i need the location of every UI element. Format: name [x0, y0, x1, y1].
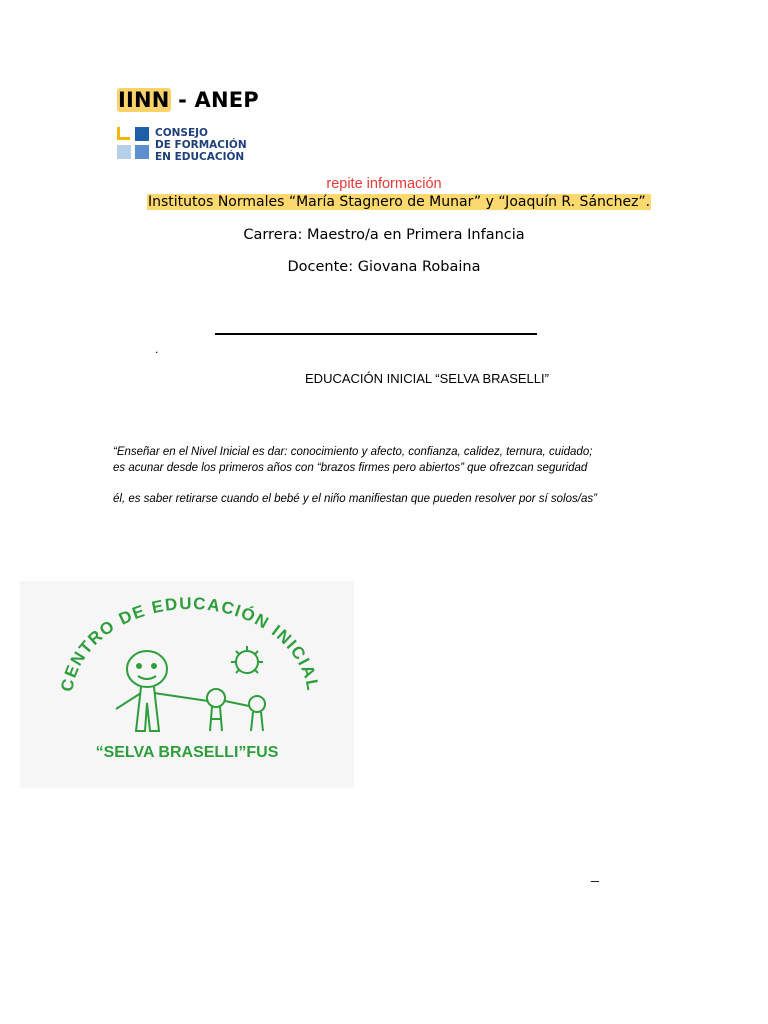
council-logo-square-icon [117, 145, 131, 159]
council-line2: DE FORMACIÓN [155, 139, 247, 151]
quote-line-2: es acunar desde los primeros años con “brazos firmes pero abiertos” que ofrezcan seguridad [113, 462, 588, 474]
review-note: repite información [326, 176, 442, 192]
council-logo-square-icon [135, 127, 149, 141]
career-line: Carrera: Maestro/a en Primera Infancia [243, 227, 525, 243]
council-logo-square-icon [135, 145, 149, 159]
council-logo-text [155, 127, 247, 163]
quote-line-3: él, es saber retirarse cuando el bebé y el niño manifiestan que pueden resolver por sí solos/as” [113, 493, 597, 505]
trailing-dash: _ [591, 866, 599, 882]
council-line1: CONSEJO [155, 127, 208, 139]
divider-line [215, 333, 537, 335]
header-title-highlight: IINN [118, 88, 170, 112]
teacher-line: Docente: Giovana Robaina [287, 259, 481, 275]
family-drawing-icon [116, 646, 265, 731]
logo-arc-text: CENTRO DE EDUCACIÓN INICIAL [57, 593, 323, 694]
school-name: EDUCACIÓN INICIAL “SELVA BRASELLI” [305, 371, 549, 386]
header-title-rest: - ANEP [170, 88, 259, 112]
logo-bottom-text: “SELVA BRASELLI”FUS [95, 744, 279, 761]
institution-name: Institutos Normales “María Stagnero de Munar” y “Joaquín R. Sánchez”. [148, 194, 651, 210]
quote-line-1: “Enseñar en el Nivel Inicial es dar: conocimiento y afecto, confianza, calidez, ternura, cuidado; [113, 446, 593, 458]
stray-dot: . [155, 342, 159, 356]
council-logo-corner-icon [117, 127, 130, 140]
school-logo-drawing [20, 581, 354, 788]
council-line3: EN EDUCACIÓN [155, 151, 245, 163]
council-logo [117, 127, 257, 163]
school-logo [20, 581, 354, 788]
header-title [117, 88, 259, 112]
